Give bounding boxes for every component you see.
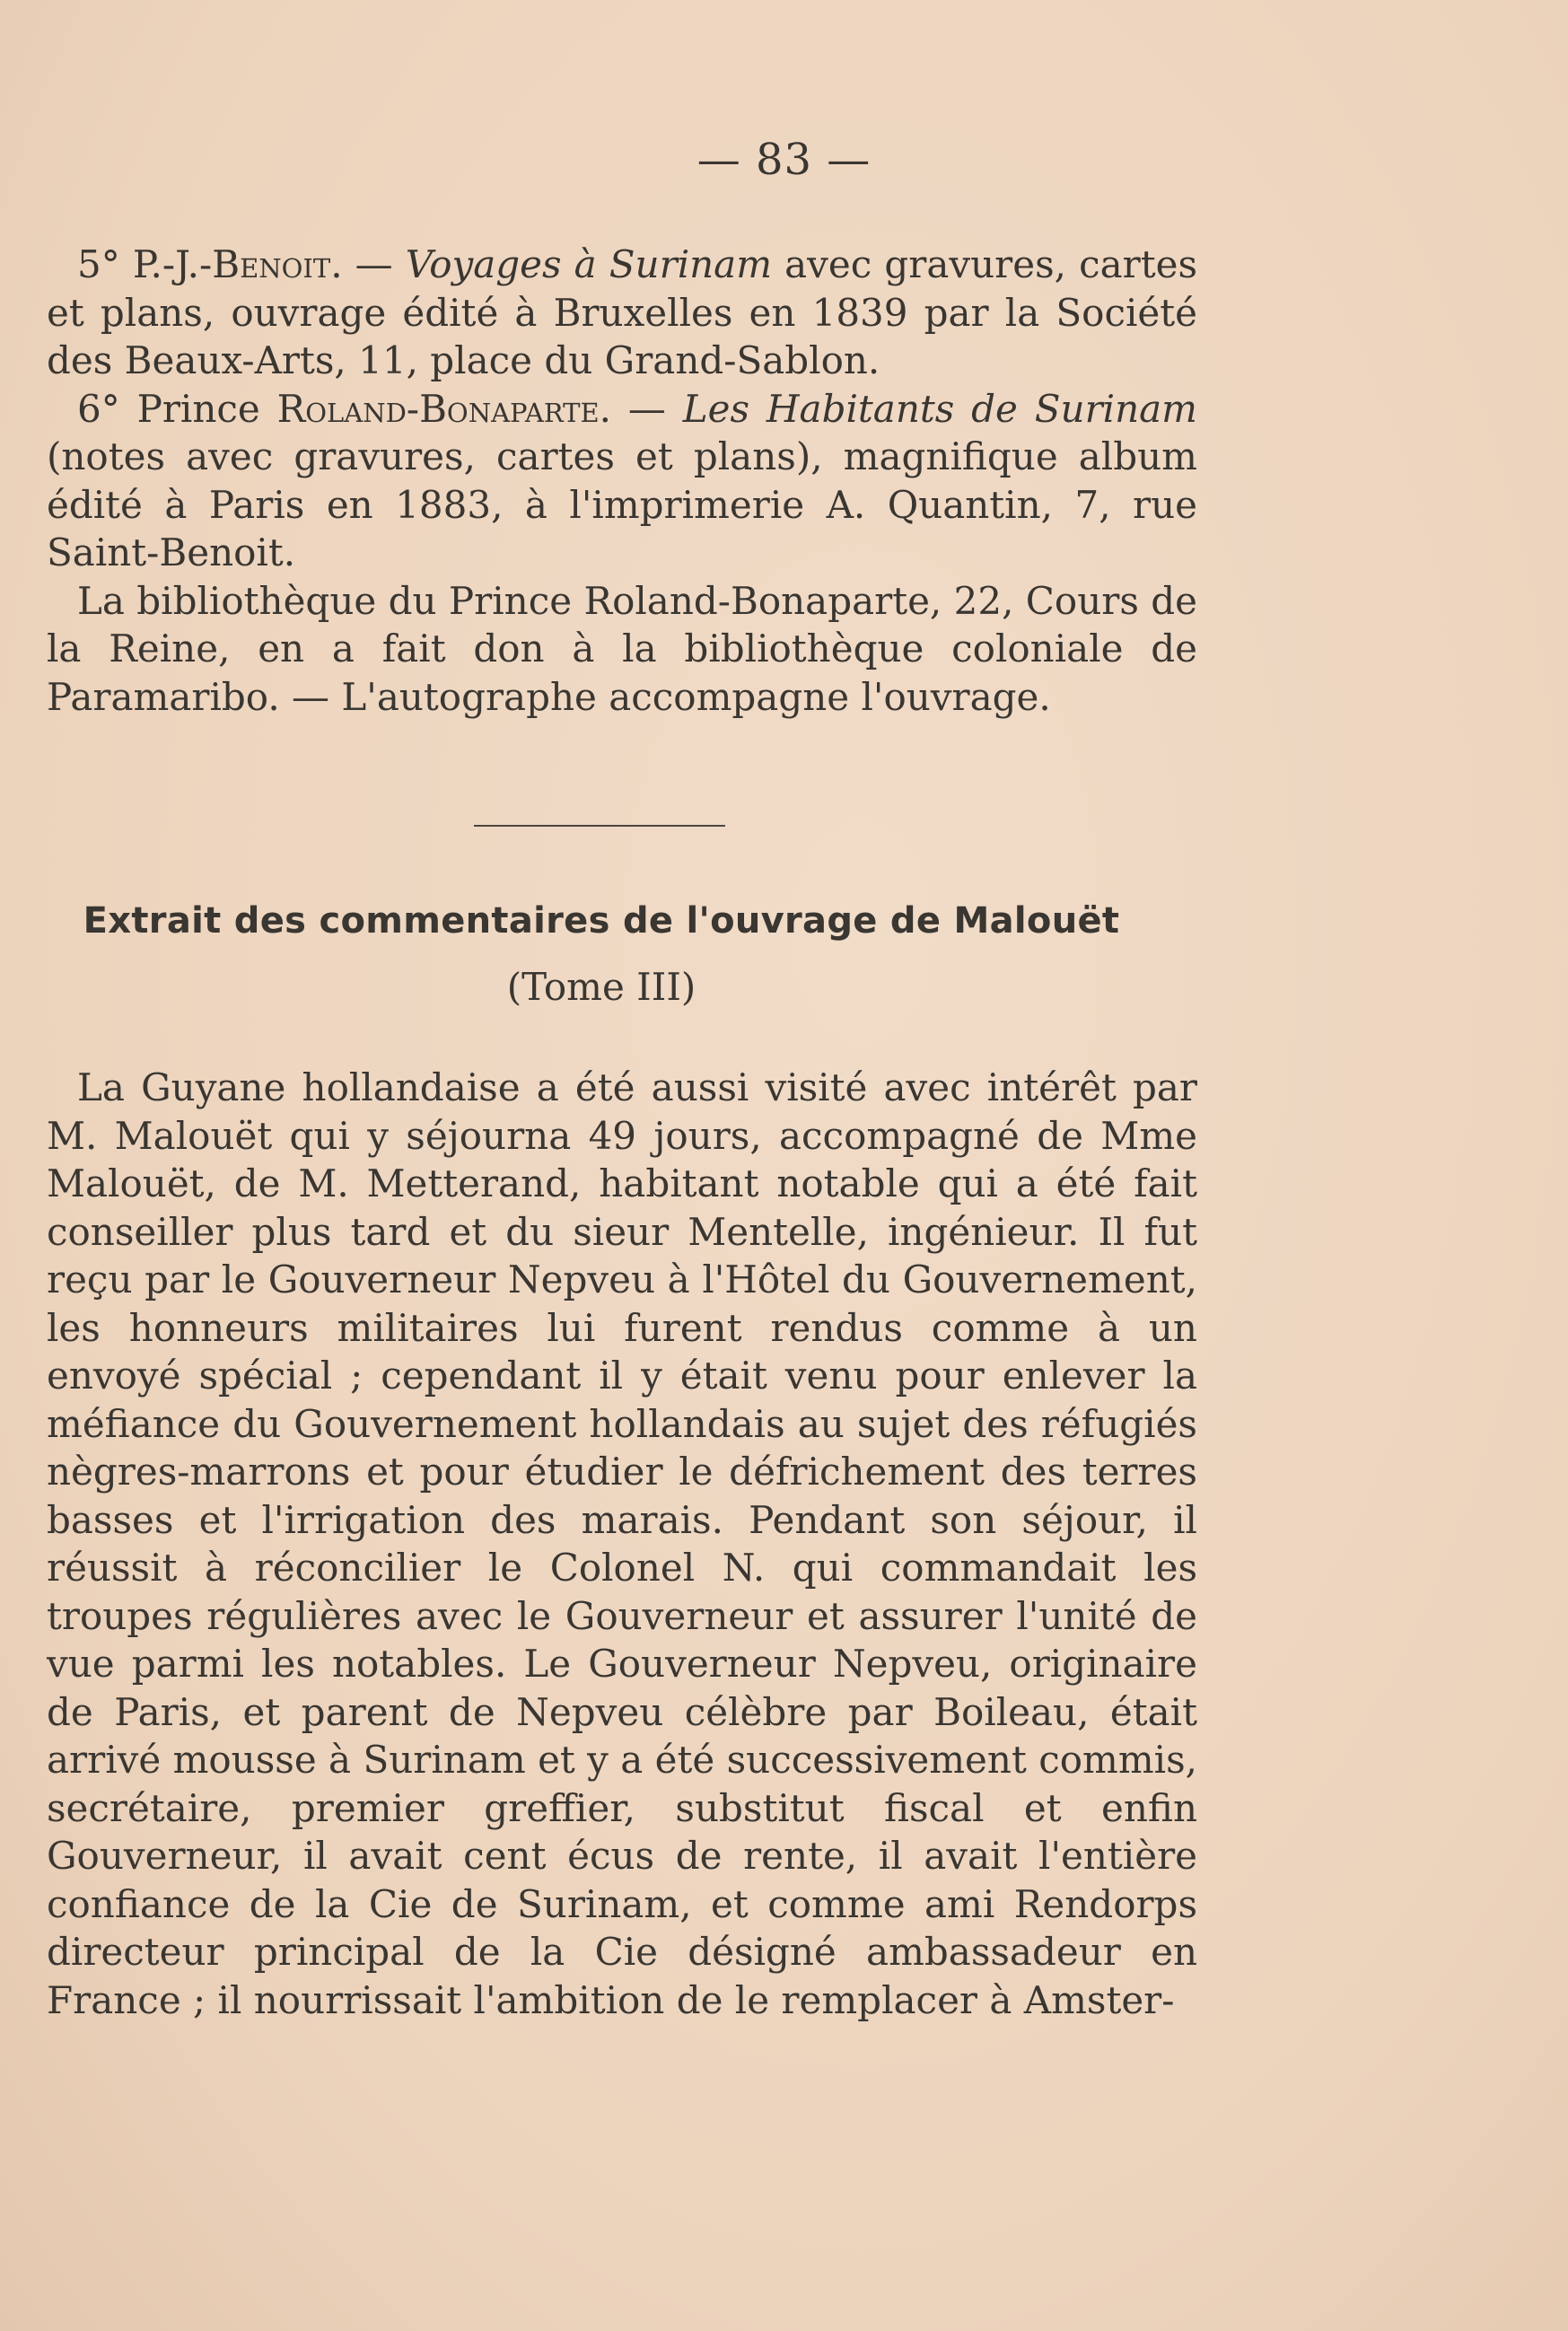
reference-author: P.-J.-Benoit. (132, 242, 343, 286)
reference-description: (notes avec gravures, cartes et plans), magnifique album édité à Paris en 1883, à l'imprimerie A. Quantin, 7, rue Saint-Benoit. (47, 434, 1197, 574)
section-subheading: (Tome III) (506, 965, 696, 1009)
reference-description: avec gravures, cartes et plans, ouvrage édité à Bruxelles en 1839 par la Société des Beaux-Arts, 11, place du Grand-Sablon. (47, 242, 1197, 382)
reference-title: Les Habitants de Surinam (682, 386, 1198, 431)
reference-author: Roland-Bonaparte. (276, 386, 612, 431)
page-number: — 83 — (696, 135, 872, 185)
reference-item (47, 385, 1197, 577)
references-block (47, 241, 1197, 721)
section-divider (474, 825, 725, 827)
reference-title: Voyages à Surinam (405, 242, 773, 286)
section-heading: Extrait des commentaires de l'ouvrage de Malouët (83, 900, 1120, 942)
reference-number: 6° Prince (77, 386, 277, 431)
body-paragraph: La Guyane hollandaise a été aussi visité avec intérêt par M. Malouët qui y séjourna 49 jours, accompagné de Mme Malouët, de M. Metterand, habitant notable qui a été fait conseiller plus tard et du sieur Mentelle, ingénieur. Il fut reçu par le Gouverneur Nepveu à l'Hôtel du Gouvernement, les honneurs militaires lui furent rendus comme à un envoyé spécial ; cependant il y était venu pour enlever la méfiance du Gouvernement hollandais au sujet des réfugiés nègres-marrons et pour étudier le défrichement des terres basses et l'irrigation des marais. Pendant son séjour, il réussit à réconcilier le Colonel N. qui commandait les troupes régulières avec le Gouverneur et assurer l'unité de vue parmi les notables. Le Gouverneur Nepveu, originaire de Paris, et parent de Nepveu célèbre par Boileau, était arrivé mousse à Surinam et y a été successivement commis, secrétaire, premier greffier, substitut fiscal et enfin Gouverneur, il avait cent écus de rente, il avait l'entière confiance de la Cie de Surinam, et comme ami Rendorps directeur principal de la Cie désigné ambassadeur en France ; il nourrissait l'ambition de le remplacer à Amster- (47, 1065, 1197, 2022)
reference-number: 5° (77, 242, 133, 286)
reference-separator: — (611, 386, 683, 431)
library-note: La bibliothèque du Prince Roland-Bonaparte, 22, Cours de la Reine, en a fait don à la bibliothèque coloniale de Paramaribo. — L'autographe accompagne l'ouvrage. (47, 578, 1197, 719)
reference-separator: — (342, 242, 406, 286)
body-text (47, 1064, 1197, 2024)
reference-item (47, 241, 1197, 385)
